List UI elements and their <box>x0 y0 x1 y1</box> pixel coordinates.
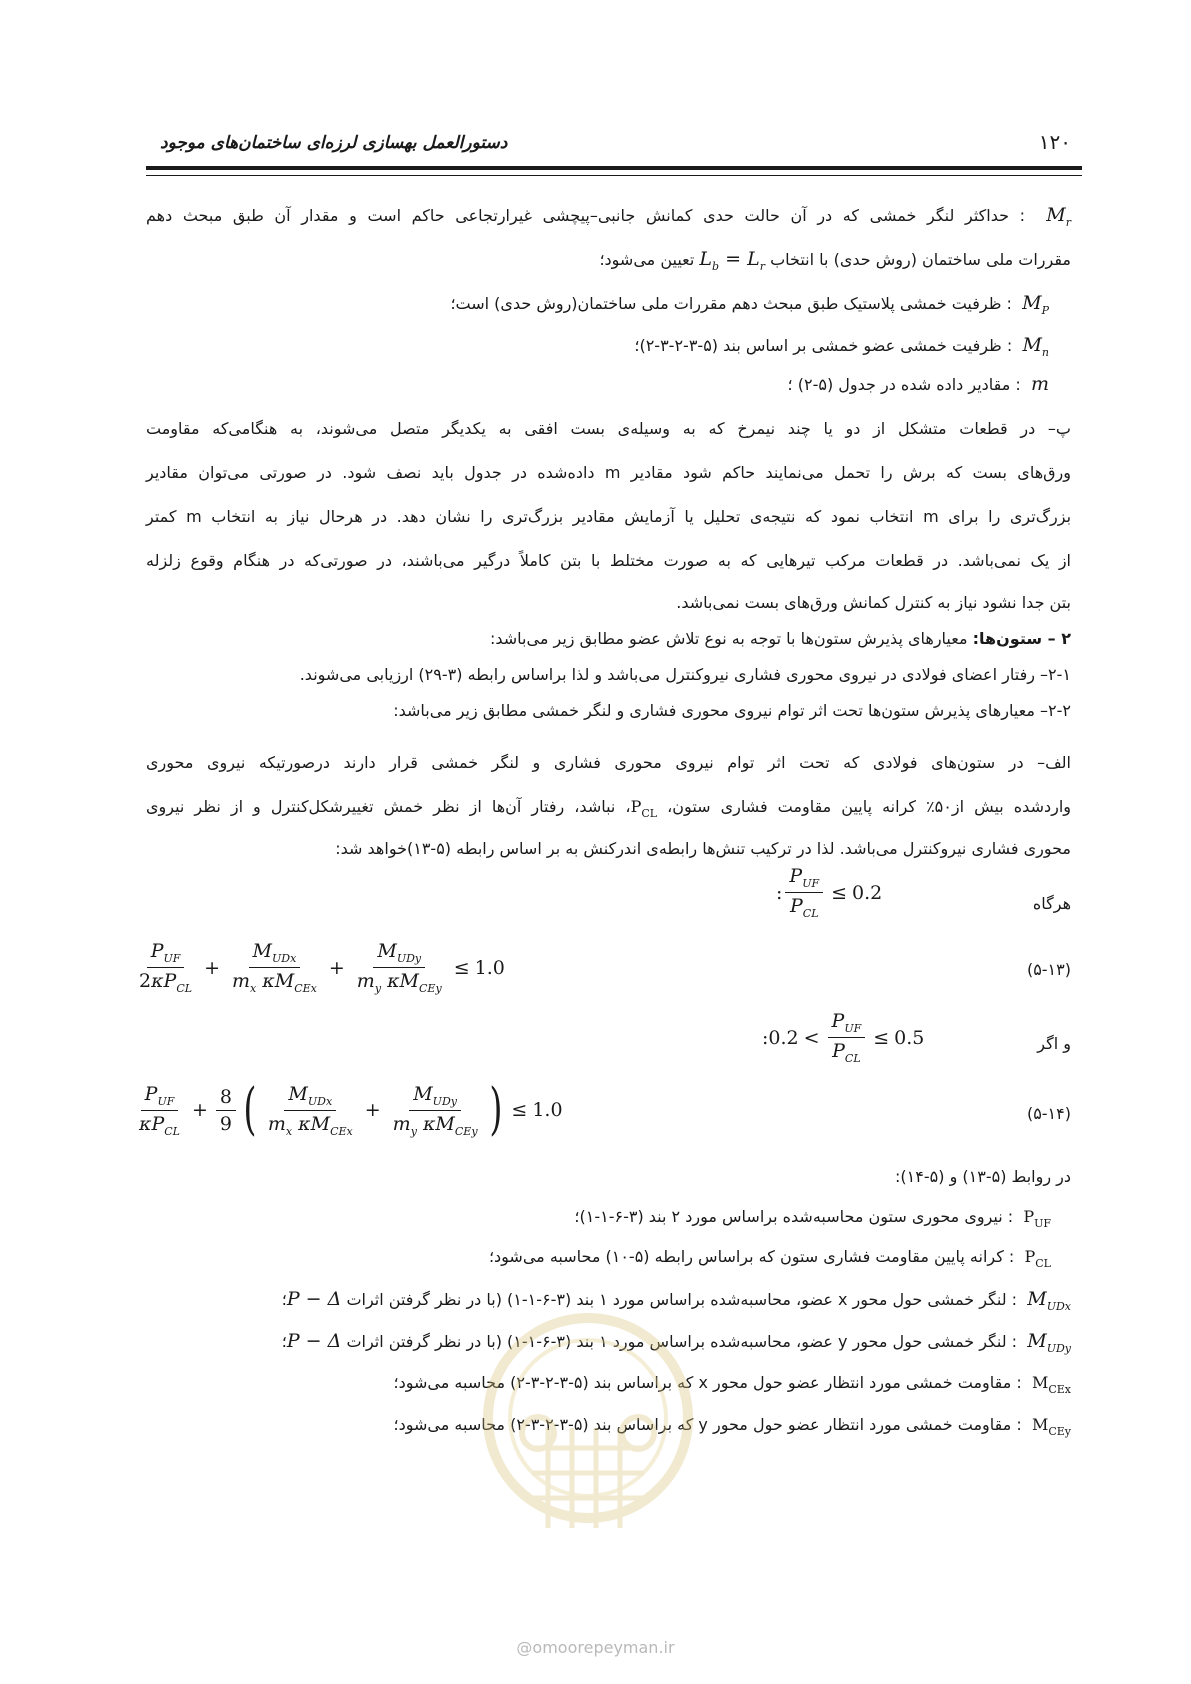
watermark-site: @omoorepeyman.ir <box>516 1638 675 1657</box>
def-pcl: $P_{CL}$ : کرانه پایین مقاومت فشاری ستون که براساس رابطه (۵-۱۰) محاسبه می‌شود؛ <box>489 1246 1051 1275</box>
header-rule-thick <box>146 166 1082 170</box>
symbol-mn: $M_n$ <box>1022 334 1049 359</box>
page-number: ۱۲۰ <box>1038 130 1071 154</box>
condition-2-math: : 0.2 < $\frac{P_{UF}}{P_{CL}}$ ≤ 0.5 <box>762 1010 925 1065</box>
def-mcey: $M_{CEy}$ : مقاومت خمشی مورد انتظار عضو حول محور y که براساس بند (۵-۳-۲-۳-۲) محاسبه می‌شود؛ <box>394 1414 1071 1443</box>
defs2-intro: در روابط (۵-۱۳) و (۵-۱۴): <box>895 1167 1071 1186</box>
def-mudx: $M_{UDx}$ : لنگر خمشی حول محور x عضو، محاسبه‌شده براساس مورد ۱ بند (۳-۶-۱-۱) (با در نظر گرفتن اثرات P − Δ؛ <box>282 1288 1071 1318</box>
symbol-mudx: $M_{UDx}$ <box>1027 1288 1071 1313</box>
condition-1-label: هرگاه <box>1032 894 1071 913</box>
para-p-line3: بزرگ‌تری را برای m انتخاب نمود که نتیجه‌ی تحلیل یا آزمایش مقادیر بزرگ‌تری را نشان دهد. در هرحال نیاز به انتخاب m کمتر <box>146 507 1072 526</box>
para-p-line5: بتن جدا نشود نیاز به کنترل کمانش ورق‌های بست نمی‌باشد. <box>676 593 1071 612</box>
equation-14-number: (۵-۱۴) <box>1026 1104 1071 1123</box>
symbol-mcex: $M_{CEx}$ <box>1031 1373 1071 1396</box>
para-alef-line3: محوری فشاری نیروکنترل می‌باشد. لذا در ترکیب تنش‌ها رابطه‌ی اندرکنش به بر اساس رابطه (۵-۱۳)خواهد شد: <box>335 839 1071 858</box>
header-rule-thin <box>146 175 1082 176</box>
def-puf: $P_{UF}$ : نیروی محوری ستون محاسبه‌شده براساس مورد ۲ بند (۳-۶-۱-۱)؛ <box>574 1206 1051 1235</box>
symbol-lb-eq-lr: $L_b = L_r$ <box>699 248 765 273</box>
def-mn: $M_n$ : ظرفیت خمشی عضو خمشی بر اساس بند (۵-۳-۲-۳-۲)؛ <box>634 334 1049 364</box>
symbol-mp: $M_P$ <box>1022 292 1049 317</box>
def-mcex: $M_{CEx}$ : مقاومت خمشی مورد انتظار عضو حول محور x که براساس بند (۵-۳-۲-۳-۲) محاسبه می‌شود؛ <box>394 1372 1071 1401</box>
symbol-p-delta: P − Δ <box>286 1330 342 1352</box>
watermark-seal <box>468 1298 708 1578</box>
symbol-m: m <box>1030 373 1049 395</box>
equation-13: $\frac{P_{UF}}{2\kappa P_{CL}}$ + $\frac{M_{UDx}}{m_x \kappa M_{CEx}}$ + $\frac{M_{UDy}}{m_y \kappa M_{CEy}}$ ≤ 1.0 <box>139 940 505 995</box>
symbol-p-delta: P − Δ <box>286 1288 342 1310</box>
symbol-pcl: $P_{CL}$ <box>1024 1247 1051 1270</box>
para-p-line4: از یک نمی‌باشد. در قطعات مرکب تیرهایی که به صورت مختلط با بتن کاملاً درگیر می‌باشند، در صورتی‌که در هنگام وقوع زلزله <box>146 551 1071 570</box>
symbol-pcl-inline: $P_{CL}$ <box>630 797 658 820</box>
para-p-line1: پ– در قطعات متشکل از دو یا چند نیمرخ که به وسیله‌ی بست افقی به یکدیگر متصل می‌شوند، به هنگامی‌که مقاومت <box>146 419 1071 438</box>
equation-13-number: (۵-۱۳) <box>1026 960 1071 979</box>
symbol-puf: $P_{UF}$ <box>1023 1207 1051 1230</box>
def-mr-line2: مقررات ملی ساختمان (روش حدی) با انتخاب $L_b = L_r$ تعیین می‌شود؛ <box>599 248 1071 278</box>
condition-2-label: و اگر <box>1037 1034 1071 1053</box>
running-title: دستورالعمل بهسازی لرزه‌ای ساختمان‌های موجود <box>160 133 508 153</box>
columns-item-2-2: ۲-۲– معیارهای پذیرش ستون‌ها تحت اثر توام نیروی محوری فشاری و لنگر خمشی مطابق زیر می‌باشد: <box>393 701 1071 720</box>
symbol-mudy: $M_{UDy}$ <box>1027 1330 1071 1355</box>
columns-heading: ۲ – ستون‌ها: معیارهای پذیرش ستون‌ها با توجه به نوع تلاش عضو مطابق زیر می‌باشد: <box>489 629 1071 648</box>
condition-1-math: : $\frac{P_{UF}}{P_{CL}}$ ≤ 0.2 <box>776 865 883 920</box>
para-p-line2: ورق‌های بست که برش را تحمل می‌نمایند حاکم شود مقادیر m داده‌شده در جدول باید نصف شود. در صورتی می‌توان مقادیر <box>146 463 1072 482</box>
def-m: m : مقادیر داده شده در جدول (۵-۲) ؛ <box>787 373 1049 395</box>
symbol-mcey: $M_{CEy}$ <box>1031 1415 1071 1438</box>
para-alef-line1: الف– در ستون‌های فولادی که تحت اثر توام نیروی محوری فشاری و لنگر خمشی قرار دارند درصورتیکه نیروی محوری <box>146 753 1071 772</box>
def-mr-line1: $M_r$ : حداکثر لنگر خمشی که در آن حالت حدی کمانش جانبی–پیچشی غیرارتجاعی حاکم است و مقدار آن طبق مبحث دهم <box>146 204 1071 234</box>
def-mp: $M_P$ : ظرفیت خمشی پلاستیک طبق مبحث دهم مقررات ملی ساختمان(روش حدی) است؛ <box>450 292 1049 322</box>
columns-item-2-1: ۲-۱– رفتار اعضای فولادی در نیروی محوری فشاری نیروکنترل می‌باشد و لذا براساس رابطه (۳-۲۹) ارزیابی می‌شوند. <box>299 665 1071 684</box>
def-mudy: $M_{UDy}$ : لنگر خمشی حول محور y عضو، محاسبه‌شده براساس مورد ۱ بند (۳-۶-۱-۱) (با در نظر گرفتن اثرات P − Δ؛ <box>282 1330 1071 1360</box>
para-alef-line2: واردشده بیش از۵۰٪ کرانه پایین مقاومت فشاری ستون، $P_{CL}،$ نباشد، رفتار آن‌ها از نظر خمش تغییرشکل‌کنترل و از نظر نیروی <box>146 796 1071 825</box>
symbol-mr: $M_r$ <box>1046 204 1071 229</box>
equation-14: $\frac{P_{UF}}{\kappa P_{CL}}$ + $\frac{8}{9}$ ( $\frac{M_{UDx}}{m_x \kappa M_{CEx}}$ + $\frac{M_{UDy}}{m_y \kappa M_{CEy}}$ ) ≤ 1.0 <box>139 1077 563 1142</box>
